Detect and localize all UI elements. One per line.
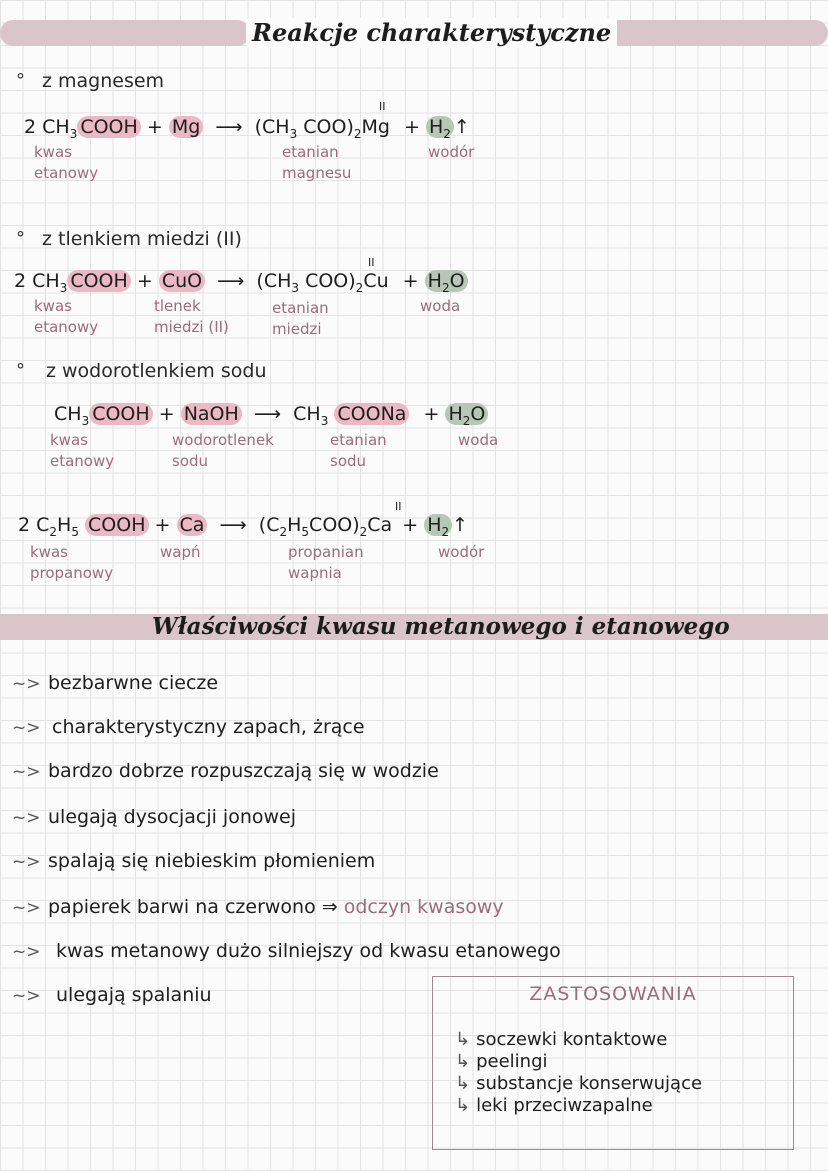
label-byproduct: wodór	[438, 543, 485, 561]
property-item: charakterystyczny zapach, żrące	[52, 716, 365, 738]
bullet-icon: ~>	[12, 674, 41, 694]
bullet-icon: ~>	[12, 898, 41, 918]
label-reactant2: wodorotlenek sodu	[172, 431, 274, 470]
uses-item: ↳ substancje konserwujące	[455, 1073, 703, 1094]
hook-arrow-icon: ↳	[455, 1029, 471, 1050]
uses-item: ↳ soczewki kontaktowe	[455, 1029, 668, 1050]
valence-mark: II	[368, 256, 375, 269]
bullet-icon: ~>	[12, 852, 41, 872]
valence-mark: II	[379, 100, 386, 113]
property-item: ulegają spalaniu	[56, 984, 212, 1006]
property-highlight: odczyn kwasowy	[343, 896, 504, 918]
header-band-left	[0, 20, 250, 46]
uses-title: ZASTOSOWANIA	[529, 983, 697, 1005]
reaction-equation: $CH_3$ COOH + NaOH ⟶ $CH_3$ COONa + $H_2O$	[54, 403, 488, 428]
reaction-equation: 2 $CH_3$ COOH + Mg ⟶ ($CH_3$ $COO)_2Mg + H_2$ ↑	[24, 116, 470, 141]
label-reactant: kwas etanowy	[34, 143, 99, 182]
label-product: etanian magnesu	[282, 143, 352, 182]
bullet-icon: ~>	[12, 718, 41, 738]
section-title: Właściwości kwasu metanowego i etanowego	[152, 613, 730, 640]
bullet-icon: °	[16, 70, 25, 91]
property-item: ulegają dysocjacji jonowej	[48, 806, 296, 828]
reaction-title: z magnesem	[42, 70, 165, 92]
label-reactant: kwas etanowy	[34, 297, 99, 336]
uses-box	[432, 976, 794, 1150]
reaction-title: z wodorotlenkiem sodu	[46, 360, 267, 382]
bullet-icon: °	[16, 360, 25, 381]
bullet-icon: ~>	[12, 808, 41, 828]
label-reactant: kwas propanowy	[30, 543, 114, 582]
valence-mark: II	[395, 500, 402, 513]
label-byproduct: woda	[420, 297, 461, 315]
label-reactant2: wapń	[160, 543, 201, 561]
property-item: bezbarwne ciecze	[48, 672, 219, 694]
bullet-icon: ~>	[12, 986, 41, 1006]
label-reactant: kwas etanowy	[50, 431, 115, 470]
label-product: propanian wapnia	[288, 543, 364, 582]
label-reactant2: tlenek miedzi (II)	[154, 297, 229, 336]
label-byproduct: wodór	[428, 143, 475, 161]
property-item: kwas metanowy dużo silniejszy od kwasu etanowego	[56, 940, 561, 962]
property-item: spalają się niebieskim płomieniem	[48, 850, 376, 872]
property-item: papierek barwi na czerwono ⇒ odczyn kwasowy	[48, 896, 504, 918]
label-byproduct: woda	[458, 431, 499, 449]
label-product: etanian miedzi	[272, 299, 329, 338]
bullet-icon: ~>	[12, 942, 41, 962]
page-title: Reakcje charakterystyczne	[246, 18, 617, 48]
reaction-equation: 2 $C_2H_5$ COOH + Ca ⟶ $(C_2H_5COO)_2Ca + H_2$ ↑	[18, 514, 469, 539]
reaction-equation: 2 $CH_3$ COOH + CuO ⟶ ($CH_3$ $COO)_2Cu + H_2O$	[14, 270, 468, 295]
hook-arrow-icon: ↳	[455, 1095, 471, 1116]
property-item: bardzo dobrze rozpuszczają się w wodzie	[48, 760, 439, 782]
bullet-icon: ~>	[12, 762, 41, 782]
uses-item: ↳ leki przeciwzapalne	[455, 1095, 653, 1116]
hook-arrow-icon: ↳	[455, 1051, 471, 1072]
bullet-icon: °	[16, 228, 25, 249]
label-product: etanian sodu	[330, 431, 387, 470]
hook-arrow-icon: ↳	[455, 1073, 471, 1094]
reaction-title: z tlenkiem miedzi (II)	[42, 228, 242, 250]
uses-item: ↳ peelingi	[455, 1051, 548, 1072]
